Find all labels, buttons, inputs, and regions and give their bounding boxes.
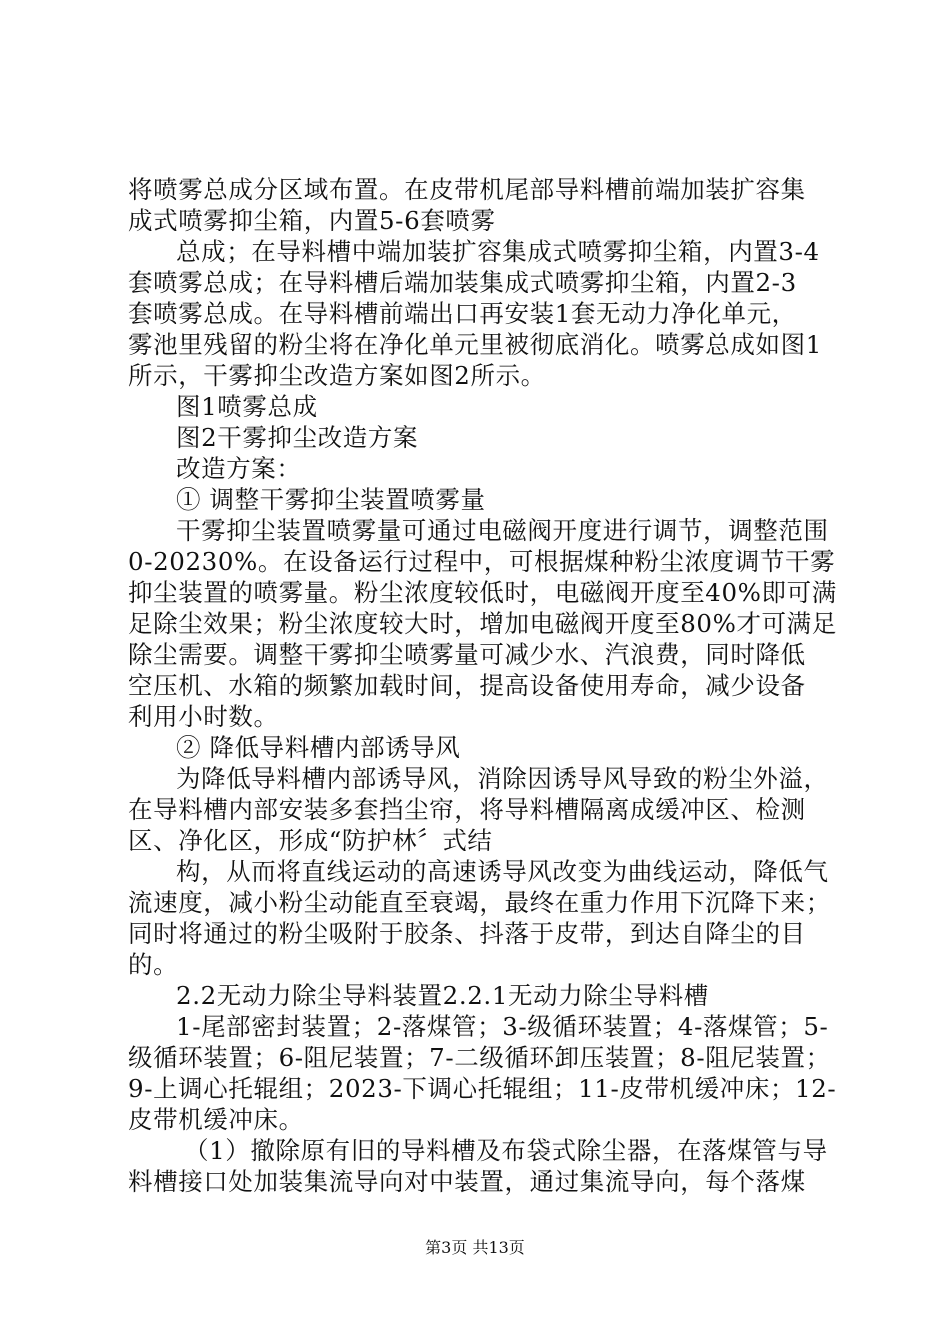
text-line: 在导料槽内部安装多套挡尘帘，将导料槽隔离成缓冲区、检测 <box>128 795 806 824</box>
text-line: 2.2无动力除尘导料装置2.2.1无动力除尘导料槽 <box>176 981 709 1010</box>
document-body <box>128 174 840 1197</box>
text-line: 区、净化区，形成“防护林〞式结 <box>128 826 493 855</box>
text-line: 的。 <box>128 950 179 979</box>
text-line: 皮带机缓冲床。 <box>128 1105 304 1134</box>
text-line: 利用小时数。 <box>128 702 279 731</box>
text-line: 抑尘装置的喷雾量。粉尘浓度较低时，电磁阀开度至40%即可满 <box>128 578 837 607</box>
text-line: ① 调整干雾抑尘装置喷雾量 <box>176 485 486 514</box>
text-line: 空压机、水箱的频繁加载时间，提高设备使用寿命，减少设备 <box>128 671 806 700</box>
text-line: 图2干雾抑尘改造方案 <box>176 423 419 452</box>
text-line: 流速度，减小粉尘动能直至衰竭，最终在重力作用下沉降下来； <box>128 888 831 917</box>
text-line: 同时将通过的粉尘吸附于胶条、抖落于皮带，到达自降尘的目 <box>128 919 806 948</box>
text-line: 料槽接口处加装集流导向对中装置，通过集流导向，每个落煤 <box>128 1167 806 1196</box>
text-line: 总成；在导料槽中端加装扩容集成式喷雾抑尘箱，内置3-4 <box>176 237 820 266</box>
text-line: 图1喷雾总成 <box>176 392 318 421</box>
text-line: 所示，干雾抑尘改造方案如图2所示。 <box>128 361 546 390</box>
text-line: 套喷雾总成。在导料槽前端出口再安装1套无动力净化单元， <box>128 299 797 328</box>
text-line: 9-上调心托辊组；2023-下调心托辊组；11-皮带机缓冲床；12- <box>128 1074 837 1103</box>
text-line: 1-尾部密封装置；2-落煤管；3-级循环装置；4-落煤管；5- <box>176 1012 829 1041</box>
text-line: 干雾抑尘装置喷雾量可通过电磁阀开度进行调节，调整范围 <box>176 516 829 545</box>
text-line: ② 降低导料槽内部诱导风 <box>176 733 461 762</box>
text-line: 将喷雾总成分区域布置。在皮带机尾部导料槽前端加装扩容集 <box>128 175 806 204</box>
text-line: 构，从而将直线运动的高速诱导风改变为曲线运动，降低气 <box>176 857 829 886</box>
text-line: 改造方案： <box>176 454 302 483</box>
text-line: 足除尘效果；粉尘浓度较大时，增加电磁阀开度至80%才可满足 <box>128 609 837 638</box>
text-line: 除尘需要。调整干雾抑尘喷雾量可减少水、汽浪费，同时降低 <box>128 640 806 669</box>
text-line: 雾池里残留的粉尘将在净化单元里被彻底消化。喷雾总成如图1 <box>128 330 822 359</box>
text-line: 为降低导料槽内部诱导风，消除因诱导风导致的粉尘外溢， <box>176 764 829 793</box>
text-line: 成式喷雾抑尘箱，内置5-6套喷雾 <box>128 206 496 235</box>
text-line: 套喷雾总成；在导料槽后端加装集成式喷雾抑尘箱，内置2-3 <box>128 268 797 297</box>
text-line: 级循环装置；6-阻尼装置；7-二级循环卸压装置；8-阻尼装置； <box>128 1043 831 1072</box>
text-line: （1）撤除原有旧的导料槽及布袋式除尘器，在落煤管与导 <box>184 1136 828 1165</box>
page-footer: 第3页 共13页 <box>425 1238 525 1257</box>
text-line: 0-20230%。在设备运行过程中，可根据煤种粉尘浓度调节干雾 <box>128 547 836 576</box>
